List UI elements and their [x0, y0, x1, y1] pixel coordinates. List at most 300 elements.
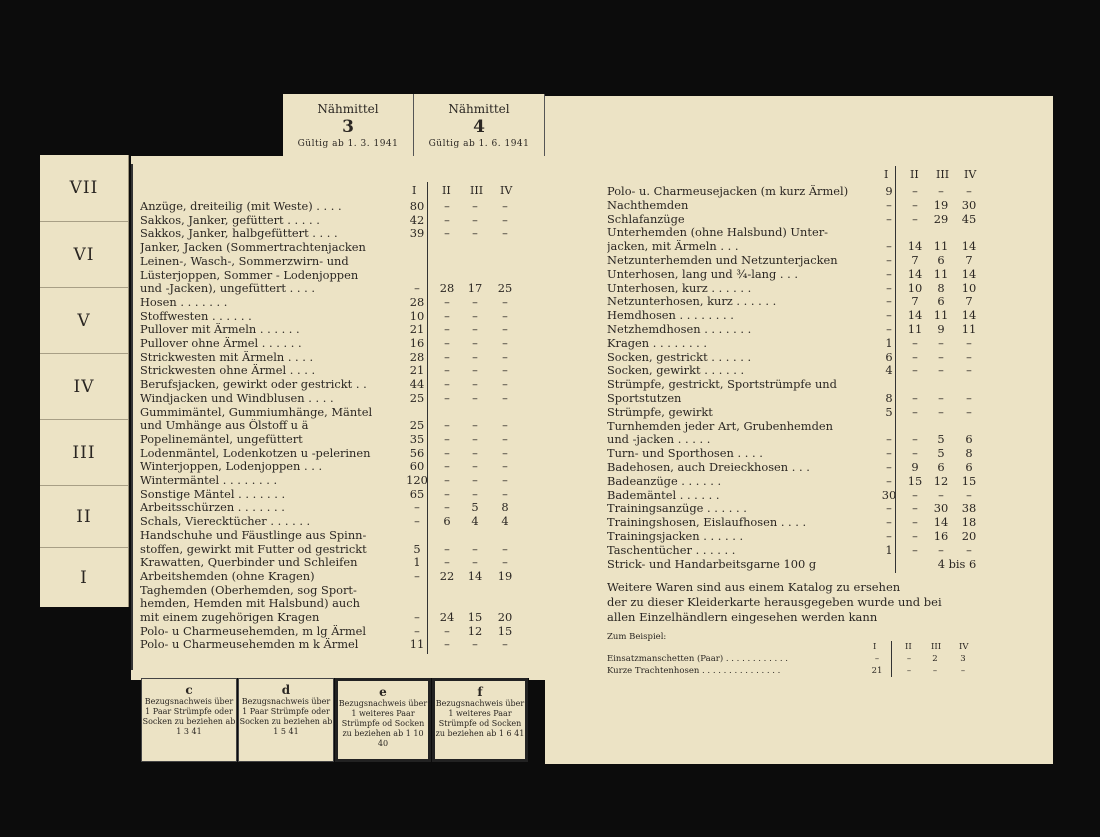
item-value: –	[502, 322, 508, 337]
item-value: –	[472, 363, 478, 378]
item-name: Badehosen, auch Dreieckhosen . . .	[607, 461, 810, 474]
item-value: –	[966, 487, 972, 502]
item-value: –	[886, 460, 892, 474]
coupon-d	[238, 678, 334, 762]
item-value: –	[938, 335, 944, 350]
table-row	[131, 241, 546, 255]
item-value: 1	[885, 335, 893, 350]
table-row	[545, 447, 1053, 461]
item-value: –	[472, 377, 478, 392]
item-value: –	[938, 487, 944, 502]
item-name: Gummimäntel, Gummiumhänge, Mäntel	[140, 405, 373, 419]
table-row	[131, 296, 546, 310]
coupon-letter: c	[185, 683, 193, 697]
item-value: –	[444, 555, 450, 570]
item-name: Socken, gewirkt . . . . . .	[607, 364, 745, 378]
item-value: 7	[965, 294, 973, 309]
item-value: 14	[907, 239, 923, 254]
item-value: –	[472, 637, 478, 652]
coupon-text: Bezugsnachweis über 1 weiteres Paar Strümpfe od Socken zu beziehen ab 1 10 40	[338, 699, 428, 748]
table-row	[131, 433, 546, 447]
item-value: –	[938, 391, 944, 405]
item-name: Trainingshosen, Eislaufhosen . . . .	[607, 516, 807, 530]
column-header: II	[905, 642, 912, 652]
item-value: –	[912, 211, 918, 226]
left-page-table	[131, 156, 546, 680]
item-value: –	[444, 199, 450, 213]
table-row	[131, 227, 546, 241]
item-value: 6	[885, 349, 893, 364]
item-value: 21	[409, 322, 425, 337]
item-value: 10	[961, 280, 977, 295]
column-header: III	[931, 642, 942, 652]
item-name: Schals, Vierecktücher . . . . . .	[140, 515, 311, 529]
item-value: –	[912, 363, 918, 378]
item-value: 56	[409, 445, 425, 460]
item-value: –	[502, 349, 508, 364]
roman-label: I	[40, 547, 128, 608]
item-name: Wintermäntel . . . . . . . .	[140, 474, 278, 487]
item-value: 29	[933, 211, 949, 226]
item-value: –	[886, 515, 892, 530]
table-row	[131, 584, 546, 598]
table-row	[131, 597, 546, 611]
item-value: 5	[937, 446, 945, 461]
item-value: 6	[937, 294, 945, 309]
column-header: II	[910, 168, 919, 181]
item-value: –	[444, 637, 450, 652]
item-value: 8	[885, 391, 893, 405]
top-coupons	[283, 94, 545, 158]
item-value: –	[912, 501, 918, 516]
table-row	[131, 474, 546, 488]
catalog-note	[607, 580, 1017, 625]
item-value: 14	[907, 308, 923, 323]
item-name: Popelinemäntel, ungefüttert	[140, 432, 303, 446]
item-value: –	[886, 446, 892, 461]
item-name: Strickwesten ohne Ärmel . . . .	[140, 364, 316, 378]
item-value: –	[444, 623, 450, 638]
note-line: allen Einzelhändlern eingesehen werden kann	[607, 610, 878, 624]
item-name: und -Jacken), ungefüttert . . . .	[140, 282, 315, 296]
item-value: –	[502, 226, 508, 241]
item-value: –	[886, 294, 892, 309]
table-row	[131, 200, 546, 214]
item-value: –	[472, 445, 478, 460]
column-header: IV	[500, 184, 513, 197]
item-value: –	[444, 226, 450, 241]
item-value: 3	[960, 654, 966, 664]
table-row	[545, 309, 1053, 323]
item-value: –	[472, 459, 478, 474]
item-value: –	[886, 501, 892, 516]
table-row	[545, 558, 1053, 572]
item-value: 11	[907, 322, 923, 336]
table-row	[545, 199, 1053, 213]
item-value: –	[912, 515, 918, 530]
item-value: –	[444, 390, 450, 405]
item-value: –	[966, 335, 972, 350]
table-row	[545, 516, 1053, 530]
coupon-text: Bezugsnachweis über 1 Paar Strümpfe oder Socken zu beziehen ab 1 3 41	[142, 697, 236, 736]
item-value: 10	[907, 280, 923, 295]
item-value: 8	[965, 446, 973, 461]
item-value: –	[472, 486, 478, 501]
table-row	[131, 543, 546, 557]
item-value: 14	[933, 515, 949, 530]
item-value: –	[444, 212, 450, 227]
item-name: Krawatten, Querbinder und Schleifen	[140, 556, 358, 570]
item-value: –	[472, 555, 478, 570]
item-name: und Umhänge aus Ölstoff u ä	[140, 419, 309, 433]
item-name: Schlafanzüge	[607, 212, 685, 226]
item-name: Taschentücher . . . . . .	[607, 543, 736, 557]
item-value: –	[966, 391, 972, 405]
item-value: –	[912, 349, 918, 364]
item-value: 7	[965, 253, 973, 267]
item-value: 28	[409, 349, 425, 364]
item-name: Nachthemden	[607, 198, 689, 212]
item-value: –	[444, 541, 450, 556]
item-value: –	[502, 445, 508, 460]
item-name: Netzunterhemden und Netzunterjacken	[607, 254, 838, 267]
item-name: Kragen . . . . . . . .	[607, 336, 708, 350]
item-value: –	[472, 226, 478, 241]
item-name: Unterhemden (ohne Halsbund) Unter-	[607, 226, 828, 240]
item-value: 1	[413, 555, 421, 570]
table-row	[545, 433, 1053, 447]
item-value: 7	[911, 294, 919, 309]
item-value: –	[912, 335, 918, 350]
item-value: 20	[961, 529, 977, 543]
item-name: Badeanzüge . . . . . .	[607, 474, 722, 488]
roman-label: III	[40, 419, 128, 486]
coupon-text: Bezugsnachweis über 1 weiteres Paar Strümpfe od Socken zu beziehen ab 1 6 41	[435, 699, 525, 738]
column-header: IV	[964, 168, 977, 181]
table-row	[545, 489, 1053, 503]
table-row	[131, 488, 546, 502]
coupon-naehmittel-4	[414, 94, 545, 158]
item-value: 12	[933, 473, 949, 488]
item-value: –	[444, 500, 450, 515]
item-value: 15	[961, 473, 977, 488]
column-header: III	[936, 168, 950, 181]
item-name: Pullover mit Ärmeln . . . . . .	[140, 323, 300, 337]
coupon-title: Nähmittel	[448, 102, 510, 116]
item-value: –	[444, 459, 450, 474]
item-value: –	[912, 197, 918, 212]
item-name: Turn- und Sporthosen . . . .	[607, 447, 763, 461]
item-name: Hemdhosen . . . . . . . .	[607, 309, 734, 323]
item-value: –	[472, 418, 478, 433]
item-value: 14	[907, 266, 923, 281]
item-value: 16	[933, 529, 949, 543]
item-value: –	[414, 623, 420, 638]
item-name: Unterhosen, kurz . . . . . .	[607, 281, 752, 295]
item-name: Polo- u Charmeusehemden, m lg Ärmel	[140, 624, 367, 638]
table-row	[545, 351, 1053, 365]
table-row	[131, 447, 546, 461]
item-value: –	[414, 514, 420, 529]
item-value: –	[874, 654, 880, 664]
coupon-letter: f	[477, 685, 483, 699]
item-value: 30	[933, 501, 949, 516]
table-row	[545, 337, 1053, 351]
item-value: 2	[932, 654, 938, 664]
item-name: Leinen-, Wasch-, Sommerzwirn- und	[140, 254, 349, 268]
item-value: 25	[409, 390, 425, 405]
item-name: Sakkos, Janker, halbgefüttert . . . .	[140, 227, 338, 241]
table-row	[131, 214, 546, 228]
item-value: 8	[501, 500, 509, 515]
item-name: Taghemden (Oberhemden, sog Sport-	[140, 583, 357, 597]
item-value: 6	[443, 514, 451, 529]
note-line: der zu dieser Kleiderkarte herausgegeben wurde und bei	[607, 595, 942, 609]
item-value: 30	[961, 197, 977, 212]
table-row	[545, 268, 1053, 282]
item-value: –	[912, 184, 918, 198]
table-row	[131, 406, 546, 420]
item-value: –	[912, 542, 918, 557]
item-value: 5	[413, 541, 421, 556]
item-name: Hosen . . . . . . .	[140, 295, 228, 309]
item-value: –	[472, 294, 478, 309]
item-value: 42	[409, 212, 425, 227]
item-value: –	[912, 404, 918, 419]
item-value: 16	[409, 336, 425, 350]
item-name: Polo- u. Charmeusejacken (m kurz Ärmel)	[607, 185, 849, 198]
coupon-number: 4	[473, 117, 485, 137]
item-name: Arbeitsschürzen . . . . . . .	[140, 501, 285, 515]
item-name: Anzüge, dreiteilig (mit Weste) . . . .	[140, 200, 342, 213]
item-name: Sportstutzen	[607, 392, 682, 405]
item-value: –	[502, 377, 508, 392]
item-value: –	[502, 541, 508, 556]
item-value: –	[444, 418, 450, 433]
item-value: 15	[467, 610, 483, 624]
item-value: –	[886, 432, 892, 447]
table-row	[131, 638, 546, 652]
item-value: –	[960, 666, 966, 676]
table-row	[131, 611, 546, 625]
item-value: –	[938, 542, 944, 557]
item-value: 12	[467, 623, 483, 638]
item-value: –	[886, 197, 892, 212]
table-row	[131, 515, 546, 529]
item-value: –	[472, 541, 478, 556]
item-name: Einsatzmanschetten (Paar) . . . . . . . . . . . .	[607, 654, 789, 664]
item-value: 28	[439, 281, 455, 296]
item-name: Stoffwesten . . . . . .	[140, 309, 252, 323]
coupon-f	[432, 678, 528, 762]
table-row	[545, 392, 1053, 406]
item-value: –	[502, 294, 508, 309]
item-value: –	[886, 253, 892, 267]
item-value: –	[444, 308, 450, 323]
item-value: 14	[961, 308, 977, 323]
example-title: Zum Beispiel:	[607, 632, 667, 642]
item-value: 39	[409, 226, 425, 241]
right-page-table	[545, 96, 1053, 764]
item-value: –	[472, 212, 478, 227]
item-value: –	[502, 390, 508, 405]
roman-label: V	[40, 287, 128, 354]
coupon-valid-date: Gültig ab 1. 6. 1941	[428, 139, 530, 149]
item-value: –	[886, 266, 892, 281]
item-value: –	[886, 211, 892, 226]
table-row	[545, 240, 1053, 254]
item-value: –	[938, 404, 944, 419]
item-value: –	[444, 486, 450, 501]
table-row	[131, 529, 546, 543]
table-row	[545, 295, 1053, 309]
item-value: 5	[885, 404, 893, 419]
table-row	[131, 419, 546, 433]
coupon-letter: e	[379, 685, 387, 699]
table-row	[131, 351, 546, 365]
item-value: 11	[933, 239, 949, 254]
column-rule	[891, 641, 892, 677]
item-value: –	[472, 390, 478, 405]
item-name: Handschuhe und Fäustlinge aus Spinn-	[140, 528, 367, 542]
table-row	[545, 530, 1053, 544]
item-value: –	[502, 418, 508, 433]
item-value: –	[502, 486, 508, 501]
item-value: –	[414, 568, 420, 583]
item-value: 11	[409, 637, 425, 652]
item-value: –	[502, 363, 508, 378]
table-row	[131, 364, 546, 378]
item-value: –	[502, 308, 508, 323]
item-value: 6	[965, 460, 973, 474]
item-value: 19	[933, 197, 949, 212]
item-value: –	[886, 280, 892, 295]
item-value: –	[502, 473, 508, 487]
item-value: 11	[933, 266, 949, 281]
table-row	[545, 475, 1053, 489]
item-value: –	[414, 610, 420, 624]
item-value: –	[966, 404, 972, 419]
item-value: –	[906, 666, 912, 676]
item-value: –	[912, 432, 918, 447]
column-header: I	[873, 642, 877, 652]
item-value: 4	[885, 363, 893, 378]
note-line: Weitere Waren sind aus einem Katalog zu ersehen	[607, 580, 901, 594]
item-value: –	[966, 349, 972, 364]
item-name: stoffen, gewirkt mit Futter od gestrickt	[140, 542, 367, 556]
item-value: –	[502, 555, 508, 570]
item-value: –	[444, 336, 450, 350]
item-value: 14	[961, 239, 977, 254]
item-name: jacken, mit Ärmeln . . .	[607, 240, 739, 254]
table-row	[545, 323, 1053, 337]
item-name: Bademäntel . . . . . .	[607, 488, 720, 502]
item-value: 44	[409, 377, 425, 392]
roman-label: VI	[40, 221, 128, 288]
item-value: 11	[961, 322, 977, 336]
item-name: Turnhemden jeder Art, Grubenhemden	[607, 419, 833, 433]
item-value: –	[886, 308, 892, 323]
item-value: –	[966, 542, 972, 557]
item-value: 18	[961, 515, 977, 530]
item-value: 65	[409, 486, 425, 501]
item-value: –	[472, 322, 478, 337]
coupon-e	[335, 678, 431, 762]
item-value: –	[502, 336, 508, 350]
coupon-c	[141, 678, 237, 762]
table-row	[131, 570, 546, 584]
item-value: 17	[467, 281, 483, 296]
item-name: Polo- u Charmeusehemden m k Ärmel	[140, 638, 359, 652]
table-row	[545, 185, 1053, 199]
item-name: Strümpfe, gestrickt, Sportstrümpfe und	[607, 378, 837, 392]
item-value: 4	[471, 514, 479, 529]
table-row	[131, 255, 546, 269]
item-value: –	[472, 431, 478, 446]
item-value: –	[932, 666, 938, 676]
item-value: 14	[961, 266, 977, 281]
roman-label: VII	[69, 178, 99, 198]
coupon-valid-date: Gültig ab 1. 3. 1941	[297, 139, 399, 149]
item-value: –	[472, 199, 478, 213]
column-header: IV	[959, 642, 969, 652]
item-value: –	[886, 529, 892, 543]
table-row	[545, 378, 1053, 392]
item-name: Windjacken und Windblusen . . . .	[140, 391, 334, 405]
item-value: 4	[501, 514, 509, 529]
item-value: 25	[497, 281, 513, 296]
item-name: Sakkos, Janker, gefüttert . . . . .	[140, 213, 320, 227]
item-value: –	[444, 377, 450, 392]
item-value: –	[906, 654, 912, 664]
roman-numeral-strip	[40, 155, 129, 607]
table-row	[545, 406, 1053, 420]
table-row	[131, 323, 546, 337]
item-value: –	[886, 239, 892, 254]
item-value: –	[912, 487, 918, 502]
item-value: 8	[937, 280, 945, 295]
item-value: –	[502, 212, 508, 227]
item-name: Strümpfe, gewirkt	[607, 405, 713, 419]
item-value: 4 bis 6	[937, 556, 977, 571]
table-row	[545, 226, 1053, 240]
item-value: 15	[907, 473, 923, 488]
item-name: Pullover ohne Ärmel . . . . . .	[140, 337, 302, 350]
item-value: –	[444, 445, 450, 460]
table-row	[545, 282, 1053, 296]
item-value: –	[444, 322, 450, 337]
coupon-title: Nähmittel	[317, 102, 379, 116]
item-value: 10	[409, 308, 425, 323]
item-value: 5	[937, 432, 945, 447]
item-value: 22	[439, 568, 455, 583]
coupon-letter: d	[281, 683, 291, 697]
column-header: I	[884, 168, 889, 181]
item-name: Kurze Trachtenhosen . . . . . . . . . . . . . . .	[607, 666, 781, 676]
bottom-coupons	[141, 678, 529, 762]
item-value: 30	[881, 487, 897, 502]
item-value: –	[502, 431, 508, 446]
item-value: –	[938, 363, 944, 378]
item-value: –	[444, 473, 450, 487]
column-header: I	[412, 184, 417, 197]
item-value: 21	[409, 363, 425, 378]
item-value: 24	[439, 610, 455, 624]
item-value: –	[886, 322, 892, 336]
item-name: Lodenmäntel, Lodenkotzen u -pelerinen	[140, 446, 371, 460]
table-row	[131, 378, 546, 392]
table-row	[131, 310, 546, 324]
